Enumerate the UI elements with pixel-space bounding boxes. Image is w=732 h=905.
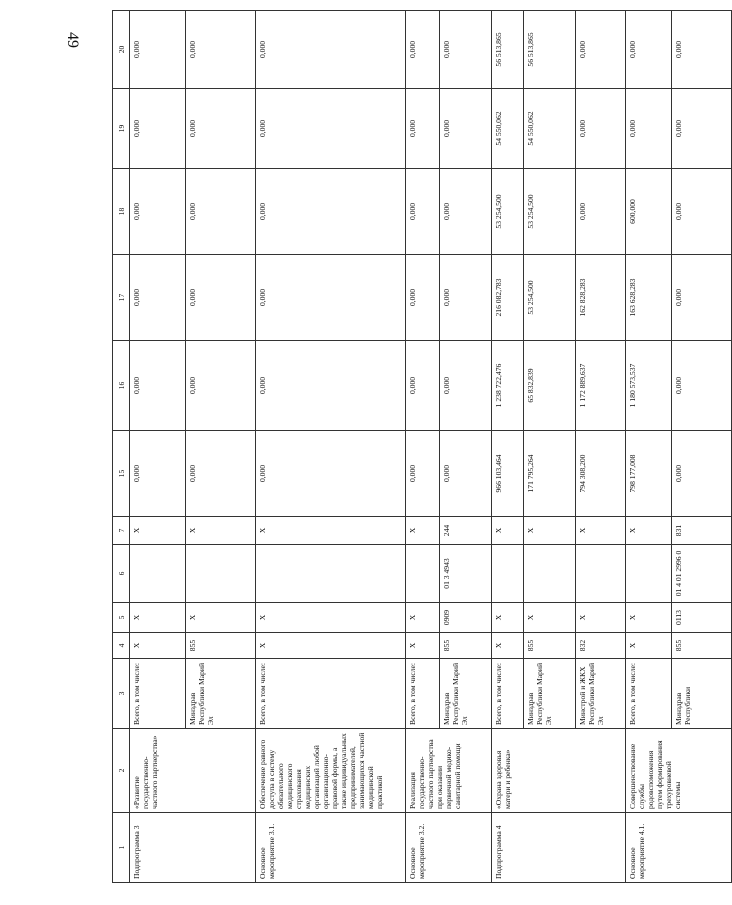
cell-c15: 171 795,264 <box>524 431 576 517</box>
cell-c19: 0,000 <box>256 89 406 169</box>
cell-c5: Х <box>256 603 406 633</box>
column-number-3: 3 <box>113 659 130 729</box>
cell-c18: 0,000 <box>130 169 186 255</box>
cell-c16: 1 172 889,637 <box>576 341 626 431</box>
cell-c7: Х <box>406 517 440 545</box>
program-title-cell: «Охрана здоровья матери и ребенка» <box>492 729 626 813</box>
program-name-cell: Подпрограмма 4 <box>492 813 626 883</box>
column-number-5: 5 <box>113 603 130 633</box>
cell-c18: 0,000 <box>672 169 732 255</box>
cell-c3: Минздрав Республики Марий Эл <box>440 659 492 729</box>
cell-c17: 0,000 <box>672 255 732 341</box>
cell-c19: 0,000 <box>406 89 440 169</box>
cell-c7: Х <box>492 517 524 545</box>
cell-c3: Минздрав Республики Марий Эл <box>186 659 256 729</box>
cell-c15: 966 103,464 <box>492 431 524 517</box>
cell-c17: 163 628,283 <box>626 255 672 341</box>
column-number-19: 19 <box>113 89 130 169</box>
program-title-cell: Обеспечение равного доступа в систему обязательного медицинского страхования медицинских организаций любой организационно-правовой формы, а также индивидуальных предпринимателей, занимающихся частной медицинской практикой <box>256 729 406 813</box>
cell-c15: 0,000 <box>256 431 406 517</box>
cell-c16: 0,000 <box>440 341 492 431</box>
budget-table <box>112 10 732 883</box>
table-row <box>130 11 186 883</box>
cell-c6: 01 3 4943 <box>440 545 492 603</box>
cell-c7: 831 <box>672 517 732 545</box>
cell-c20: 0,000 <box>440 11 492 89</box>
cell-c18: 600,000 <box>626 169 672 255</box>
cell-c20: 0,000 <box>576 11 626 89</box>
cell-c3: Минздрав Республики <box>672 659 732 729</box>
cell-c4: 855 <box>524 633 576 659</box>
cell-c7: Х <box>626 517 672 545</box>
cell-c5: Х <box>492 603 524 633</box>
cell-c16: 65 832,839 <box>524 341 576 431</box>
cell-c5: Х <box>576 603 626 633</box>
cell-c6 <box>256 545 406 603</box>
program-name-cell: Основное мероприятие 4.1. <box>626 813 732 883</box>
cell-c18: 53 254,500 <box>524 169 576 255</box>
table-body <box>113 11 732 883</box>
cell-c4: Х <box>492 633 524 659</box>
cell-c20: 56 513,865 <box>524 11 576 89</box>
cell-c16: 0,000 <box>130 341 186 431</box>
program-name-cell: Подпрограмма 3 <box>130 813 256 883</box>
cell-c3: Всего, в том числе: <box>256 659 406 729</box>
cell-c16: 1 238 722,476 <box>492 341 524 431</box>
cell-c7: Х <box>524 517 576 545</box>
cell-c19: 0,000 <box>186 89 256 169</box>
cell-c16: 0,000 <box>256 341 406 431</box>
page-number: 49 <box>64 32 81 48</box>
cell-c20: 0,000 <box>406 11 440 89</box>
cell-c15: 0,000 <box>186 431 256 517</box>
cell-c20: 0,000 <box>256 11 406 89</box>
cell-c6 <box>524 545 576 603</box>
column-number-16: 16 <box>113 341 130 431</box>
cell-c6 <box>626 545 672 603</box>
cell-c19: 0,000 <box>626 89 672 169</box>
cell-c6 <box>186 545 256 603</box>
cell-c5: Х <box>186 603 256 633</box>
cell-c19: 54 550,062 <box>492 89 524 169</box>
cell-c3: Минздрав Республики Марий Эл <box>524 659 576 729</box>
column-number-4: 4 <box>113 633 130 659</box>
cell-c20: 56 513,865 <box>492 11 524 89</box>
cell-c3: Всего, в том числе: <box>130 659 186 729</box>
cell-c6 <box>130 545 186 603</box>
cell-c19: 0,000 <box>576 89 626 169</box>
cell-c20: 0,000 <box>130 11 186 89</box>
cell-c15: 0,000 <box>672 431 732 517</box>
cell-c19: 0,000 <box>440 89 492 169</box>
cell-c3: Всего, в том числе: <box>492 659 524 729</box>
cell-c4: Х <box>130 633 186 659</box>
cell-c20: 0,000 <box>672 11 732 89</box>
cell-c5: Х <box>406 603 440 633</box>
cell-c18: 0,000 <box>256 169 406 255</box>
program-name-cell: Основное мероприятие 3.1. <box>256 813 406 883</box>
cell-c16: 0,000 <box>672 341 732 431</box>
cell-c15: 0,000 <box>440 431 492 517</box>
column-number-20: 20 <box>113 11 130 89</box>
cell-c18: 0,000 <box>440 169 492 255</box>
cell-c4: 855 <box>186 633 256 659</box>
cell-c3: Всего, в том числе: <box>626 659 672 729</box>
cell-c6 <box>492 545 524 603</box>
cell-c17: 0,000 <box>256 255 406 341</box>
program-title-cell: Совершенствование службы родовспоможения путем формирования трехуровневой системы <box>626 729 732 813</box>
cell-c5: Х <box>524 603 576 633</box>
cell-c19: 0,000 <box>672 89 732 169</box>
cell-c18: 0,000 <box>576 169 626 255</box>
column-number-6: 6 <box>113 545 130 603</box>
program-title-cell: Реализация государственно-частного партнерства при оказании первичной медико-санитарной помощи <box>406 729 492 813</box>
cell-c16: 0,000 <box>186 341 256 431</box>
cell-c4: Х <box>256 633 406 659</box>
cell-c4: 832 <box>576 633 626 659</box>
cell-c20: 0,000 <box>626 11 672 89</box>
cell-c18: 0,000 <box>186 169 256 255</box>
table-row <box>626 11 672 883</box>
cell-c3: Минстрой и ЖКХ Республики Марий Эл <box>576 659 626 729</box>
cell-c7: Х <box>186 517 256 545</box>
cell-c15: 0,000 <box>130 431 186 517</box>
cell-c7: 244 <box>440 517 492 545</box>
table-row <box>256 11 406 883</box>
cell-c20: 0,000 <box>186 11 256 89</box>
cell-c17: 216 082,783 <box>492 255 524 341</box>
table-row <box>492 11 524 883</box>
cell-c4: Х <box>406 633 440 659</box>
cell-c6: 01 4 01 2996 0 <box>672 545 732 603</box>
cell-c17: 162 828,283 <box>576 255 626 341</box>
cell-c15: 798 177,008 <box>626 431 672 517</box>
cell-c4: 855 <box>440 633 492 659</box>
cell-c4: Х <box>626 633 672 659</box>
column-number-7: 7 <box>113 517 130 545</box>
cell-c7: Х <box>256 517 406 545</box>
cell-c17: 0,000 <box>186 255 256 341</box>
column-number-17: 17 <box>113 255 130 341</box>
cell-c17: 53 254,500 <box>524 255 576 341</box>
cell-c3: Всего, в том числе: <box>406 659 440 729</box>
cell-c7: Х <box>576 517 626 545</box>
cell-c5: 0909 <box>440 603 492 633</box>
cell-c18: 0,000 <box>406 169 440 255</box>
cell-c6 <box>406 545 440 603</box>
column-number-18: 18 <box>113 169 130 255</box>
column-number-row <box>113 11 130 883</box>
program-name-cell: Основное мероприятие 3.2. <box>406 813 492 883</box>
cell-c18: 53 254,500 <box>492 169 524 255</box>
cell-c4: 855 <box>672 633 732 659</box>
cell-c6 <box>576 545 626 603</box>
program-title-cell: «Развитие государственно-частного партнерства» <box>130 729 256 813</box>
cell-c19: 0,000 <box>130 89 186 169</box>
column-number-2: 2 <box>113 729 130 813</box>
cell-c17: 0,000 <box>406 255 440 341</box>
cell-c7: Х <box>130 517 186 545</box>
cell-c16: 1 180 573,537 <box>626 341 672 431</box>
cell-c16: 0,000 <box>406 341 440 431</box>
cell-c19: 54 550,062 <box>524 89 576 169</box>
cell-c5: Х <box>130 603 186 633</box>
column-number-1: 1 <box>113 813 130 883</box>
cell-c15: 0,000 <box>406 431 440 517</box>
cell-c15: 794 308,200 <box>576 431 626 517</box>
cell-c5: Х <box>626 603 672 633</box>
cell-c5: 0113 <box>672 603 732 633</box>
table-row <box>406 11 440 883</box>
column-number-15: 15 <box>113 431 130 517</box>
cell-c17: 0,000 <box>440 255 492 341</box>
cell-c17: 0,000 <box>130 255 186 341</box>
